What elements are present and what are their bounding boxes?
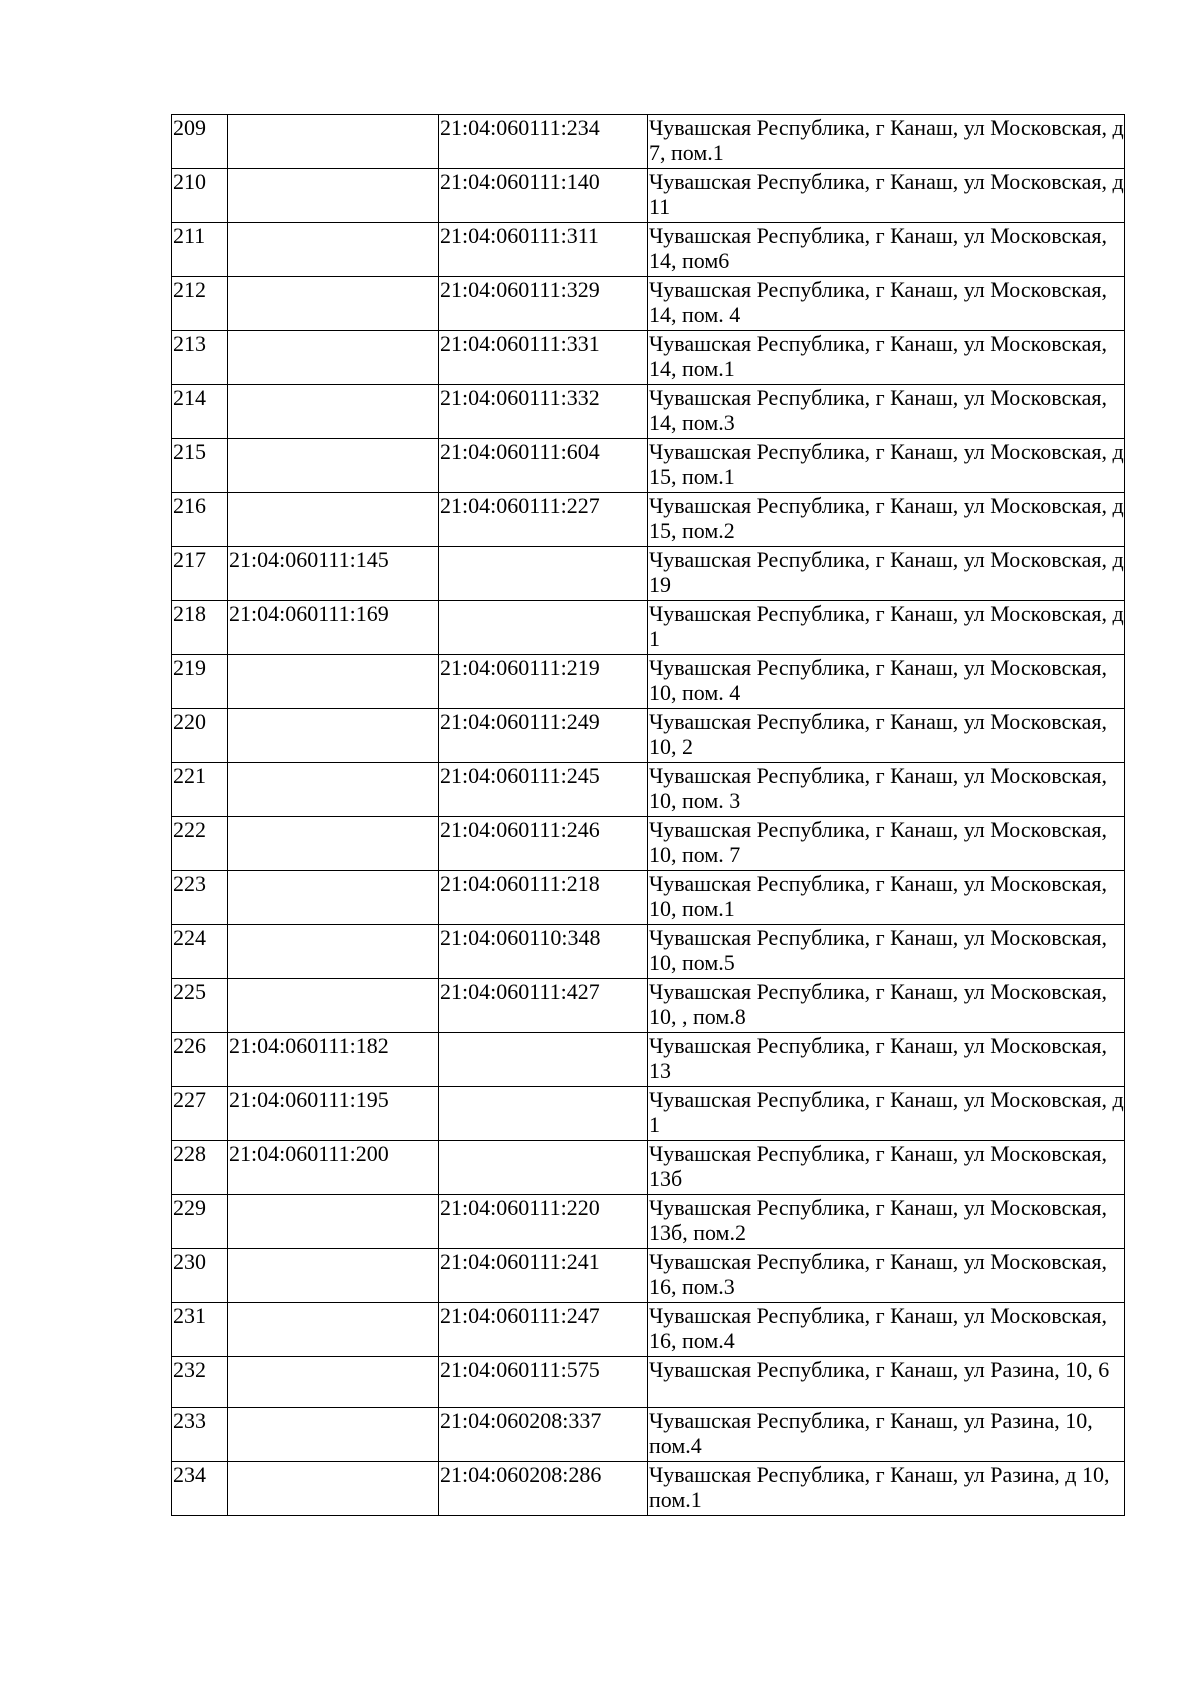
address-cell: Чувашская Республика, г Канаш, ул Московская, 10, пом.1 — [648, 871, 1125, 925]
row-number-cell: 225 — [172, 979, 228, 1033]
building-cadastral-number-cell — [228, 925, 439, 979]
row-number-cell: 217 — [172, 547, 228, 601]
premise-cadastral-number-cell: 21:04:060111:246 — [439, 817, 648, 871]
building-cadastral-number-cell — [228, 223, 439, 277]
building-cadastral-number-cell — [228, 655, 439, 709]
building-cadastral-number-cell — [228, 871, 439, 925]
table-row — [172, 439, 1125, 493]
address-cell: Чувашская Республика, г Канаш, ул Московская, д 15, пом.1 — [648, 439, 1125, 493]
address-cell: Чувашская Республика, г Канаш, ул Московская, 10, пом. 4 — [648, 655, 1125, 709]
address-cell: Чувашская Республика, г Канаш, ул Московская, 16, пом.3 — [648, 1249, 1125, 1303]
address-cell: Чувашская Республика, г Канаш, ул Разина, 10, пом.4 — [648, 1408, 1125, 1462]
premise-cadastral-number-cell: 21:04:060111:218 — [439, 871, 648, 925]
premise-cadastral-number-cell: 21:04:060111:219 — [439, 655, 648, 709]
address-cell: Чувашская Республика, г Канаш, ул Московская, 14, пом6 — [648, 223, 1125, 277]
row-number-cell: 209 — [172, 115, 228, 169]
building-cadastral-number-cell: 21:04:060111:145 — [228, 547, 439, 601]
premise-cadastral-number-cell: 21:04:060111:227 — [439, 493, 648, 547]
row-number-cell: 210 — [172, 169, 228, 223]
building-cadastral-number-cell — [228, 1462, 439, 1516]
row-number-cell: 228 — [172, 1141, 228, 1195]
row-number-cell: 233 — [172, 1408, 228, 1462]
table-row — [172, 1249, 1125, 1303]
premise-cadastral-number-cell: 21:04:060111:241 — [439, 1249, 648, 1303]
address-cell: Чувашская Республика, г Канаш, ул Московская, 10, пом. 3 — [648, 763, 1125, 817]
table-row — [172, 547, 1125, 601]
building-cadastral-number-cell — [228, 1303, 439, 1357]
table-row — [172, 1357, 1125, 1408]
address-cell: Чувашская Республика, г Канаш, ул Московская, д 19 — [648, 547, 1125, 601]
address-cell: Чувашская Республика, г Канаш, ул Московская, 13б, пом.2 — [648, 1195, 1125, 1249]
registry-table — [171, 114, 1125, 1516]
table-row — [172, 1087, 1125, 1141]
premise-cadastral-number-cell: 21:04:060111:332 — [439, 385, 648, 439]
building-cadastral-number-cell — [228, 439, 439, 493]
table-row — [172, 871, 1125, 925]
row-number-cell: 232 — [172, 1357, 228, 1408]
building-cadastral-number-cell — [228, 763, 439, 817]
table-row — [172, 331, 1125, 385]
registry-table-body — [172, 115, 1125, 1516]
address-cell: Чувашская Республика, г Канаш, ул Московская, д 7, пом.1 — [648, 115, 1125, 169]
building-cadastral-number-cell — [228, 331, 439, 385]
building-cadastral-number-cell — [228, 385, 439, 439]
address-cell: Чувашская Республика, г Канаш, ул Разина, 10, 6 — [648, 1357, 1125, 1408]
premise-cadastral-number-cell — [439, 1033, 648, 1087]
row-number-cell: 222 — [172, 817, 228, 871]
table-row — [172, 655, 1125, 709]
premise-cadastral-number-cell: 21:04:060111:249 — [439, 709, 648, 763]
address-cell: Чувашская Республика, г Канаш, ул Московская, д 1 — [648, 1087, 1125, 1141]
row-number-cell: 223 — [172, 871, 228, 925]
address-cell: Чувашская Республика, г Канаш, ул Московская, 13 — [648, 1033, 1125, 1087]
table-row — [172, 763, 1125, 817]
table-row — [172, 1462, 1125, 1516]
table-row — [172, 493, 1125, 547]
premise-cadastral-number-cell — [439, 601, 648, 655]
address-cell: Чувашская Республика, г Канаш, ул Московская, 10, 2 — [648, 709, 1125, 763]
premise-cadastral-number-cell: 21:04:060111:604 — [439, 439, 648, 493]
address-cell: Чувашская Республика, г Канаш, ул Московская, 14, пом.1 — [648, 331, 1125, 385]
address-cell: Чувашская Республика, г Канаш, ул Московская, д 11 — [648, 169, 1125, 223]
row-number-cell: 216 — [172, 493, 228, 547]
building-cadastral-number-cell: 21:04:060111:182 — [228, 1033, 439, 1087]
building-cadastral-number-cell — [228, 1357, 439, 1408]
row-number-cell: 227 — [172, 1087, 228, 1141]
premise-cadastral-number-cell: 21:04:060111:331 — [439, 331, 648, 385]
table-row — [172, 1033, 1125, 1087]
building-cadastral-number-cell: 21:04:060111:169 — [228, 601, 439, 655]
building-cadastral-number-cell — [228, 1195, 439, 1249]
table-row — [172, 223, 1125, 277]
premise-cadastral-number-cell — [439, 1087, 648, 1141]
building-cadastral-number-cell — [228, 1408, 439, 1462]
building-cadastral-number-cell — [228, 277, 439, 331]
table-row — [172, 1408, 1125, 1462]
row-number-cell: 226 — [172, 1033, 228, 1087]
address-cell: Чувашская Республика, г Канаш, ул Разина, д 10, пом.1 — [648, 1462, 1125, 1516]
address-cell: Чувашская Республика, г Канаш, ул Московская, 13б — [648, 1141, 1125, 1195]
building-cadastral-number-cell — [228, 709, 439, 763]
row-number-cell: 218 — [172, 601, 228, 655]
table-row — [172, 169, 1125, 223]
building-cadastral-number-cell — [228, 1249, 439, 1303]
table-row — [172, 709, 1125, 763]
table-row — [172, 1303, 1125, 1357]
building-cadastral-number-cell — [228, 817, 439, 871]
row-number-cell: 212 — [172, 277, 228, 331]
table-row — [172, 817, 1125, 871]
address-cell: Чувашская Республика, г Канаш, ул Московская, 10, пом.5 — [648, 925, 1125, 979]
address-cell: Чувашская Республика, г Канаш, ул Московская, 14, пом. 4 — [648, 277, 1125, 331]
address-cell: Чувашская Республика, г Канаш, ул Московская, 16, пом.4 — [648, 1303, 1125, 1357]
premise-cadastral-number-cell: 21:04:060110:348 — [439, 925, 648, 979]
row-number-cell: 214 — [172, 385, 228, 439]
address-cell: Чувашская Республика, г Канаш, ул Московская, 10, , пом.8 — [648, 979, 1125, 1033]
building-cadastral-number-cell — [228, 493, 439, 547]
premise-cadastral-number-cell: 21:04:060111:329 — [439, 277, 648, 331]
row-number-cell: 234 — [172, 1462, 228, 1516]
table-row — [172, 1141, 1125, 1195]
premise-cadastral-number-cell: 21:04:060111:220 — [439, 1195, 648, 1249]
premise-cadastral-number-cell: 21:04:060111:245 — [439, 763, 648, 817]
table-row — [172, 601, 1125, 655]
premise-cadastral-number-cell: 21:04:060111:234 — [439, 115, 648, 169]
address-cell: Чувашская Республика, г Канаш, ул Московская, 14, пом.3 — [648, 385, 1125, 439]
premise-cadastral-number-cell: 21:04:060208:286 — [439, 1462, 648, 1516]
row-number-cell: 221 — [172, 763, 228, 817]
building-cadastral-number-cell: 21:04:060111:200 — [228, 1141, 439, 1195]
premise-cadastral-number-cell: 21:04:060111:427 — [439, 979, 648, 1033]
table-row — [172, 925, 1125, 979]
row-number-cell: 231 — [172, 1303, 228, 1357]
table-row — [172, 1195, 1125, 1249]
table-row — [172, 115, 1125, 169]
building-cadastral-number-cell — [228, 979, 439, 1033]
row-number-cell: 213 — [172, 331, 228, 385]
row-number-cell: 215 — [172, 439, 228, 493]
row-number-cell: 211 — [172, 223, 228, 277]
row-number-cell: 229 — [172, 1195, 228, 1249]
premise-cadastral-number-cell: 21:04:060111:575 — [439, 1357, 648, 1408]
premise-cadastral-number-cell — [439, 1141, 648, 1195]
address-cell: Чувашская Республика, г Канаш, ул Московская, 10, пом. 7 — [648, 817, 1125, 871]
address-cell: Чувашская Республика, г Канаш, ул Московская, д 1 — [648, 601, 1125, 655]
address-cell: Чувашская Республика, г Канаш, ул Московская, д 15, пом.2 — [648, 493, 1125, 547]
row-number-cell: 219 — [172, 655, 228, 709]
building-cadastral-number-cell: 21:04:060111:195 — [228, 1087, 439, 1141]
premise-cadastral-number-cell: 21:04:060111:311 — [439, 223, 648, 277]
row-number-cell: 230 — [172, 1249, 228, 1303]
row-number-cell: 220 — [172, 709, 228, 763]
premise-cadastral-number-cell: 21:04:060208:337 — [439, 1408, 648, 1462]
row-number-cell: 224 — [172, 925, 228, 979]
premise-cadastral-number-cell — [439, 547, 648, 601]
table-row — [172, 277, 1125, 331]
premise-cadastral-number-cell: 21:04:060111:140 — [439, 169, 648, 223]
table-row — [172, 979, 1125, 1033]
premise-cadastral-number-cell: 21:04:060111:247 — [439, 1303, 648, 1357]
building-cadastral-number-cell — [228, 115, 439, 169]
table-row — [172, 385, 1125, 439]
building-cadastral-number-cell — [228, 169, 439, 223]
